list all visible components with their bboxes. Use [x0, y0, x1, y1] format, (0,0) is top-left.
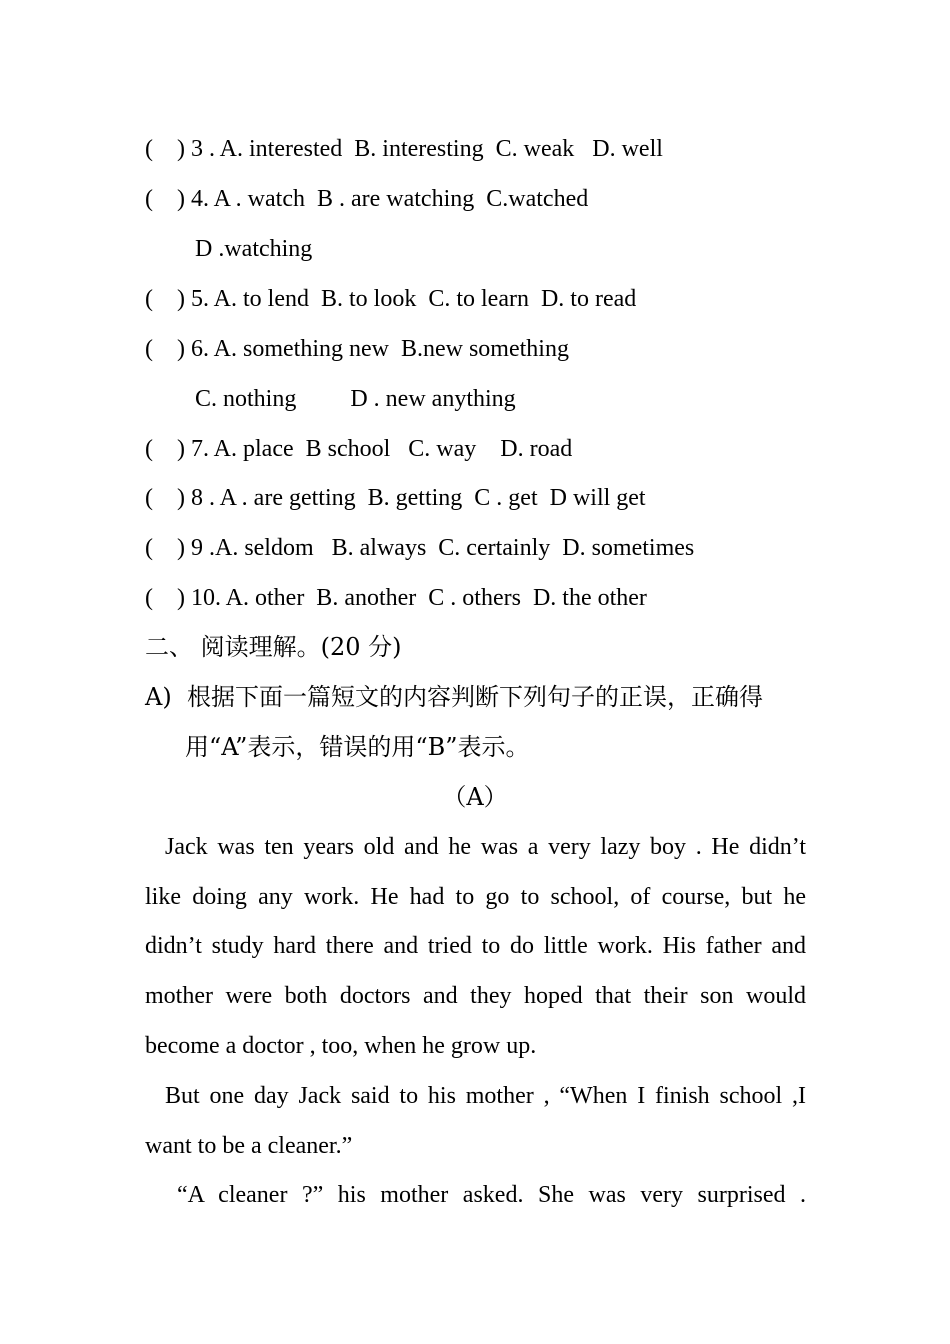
question-6: ( ) 6. A. something new B.new something	[145, 336, 569, 362]
question-4-continued: D .watching	[195, 236, 313, 262]
passage-p2-line-1: But one day Jack said to his mother , “When I finish school ,I	[165, 1083, 806, 1109]
passage-label: （A）	[442, 783, 508, 811]
question-8: ( ) 8 . A . are getting B. getting C . get D will get	[145, 485, 646, 511]
question-7: ( ) 7. A. place B school C. way D. road	[145, 436, 573, 462]
section-heading: 二、 阅读理解。(20 分)	[145, 633, 402, 661]
question-9: ( ) 9 .A. seldom B. always C. certainly D. sometimes	[145, 535, 695, 561]
passage-p1-line-3: didn’t study hard there and tried to do little work. His father and	[145, 933, 806, 959]
passage-p3-line-1: “A cleaner ?” his mother asked. She was very surprised .	[177, 1182, 806, 1208]
question-10: ( ) 10. A. other B. another C . others D. the other	[145, 585, 647, 611]
question-6-continued: C. nothing D . new anything	[195, 386, 516, 412]
passage-p1-line-2: like doing any work. He had to go to school, of course, but he	[145, 884, 806, 910]
passage-p1-line-1: Jack was ten years old and he was a very lazy boy . He didn’t	[165, 834, 806, 860]
question-5: ( ) 5. A. to lend B. to look C. to learn D. to read	[145, 286, 637, 312]
passage-p1-line-5: become a doctor , too, when he grow up.	[145, 1033, 537, 1059]
question-3: ( ) 3 . A. interested B. interesting C. weak D. well	[145, 136, 663, 162]
instruction-line-2: 用“A”表示，错误的用“B”表示。	[185, 733, 530, 761]
instruction-line-1: A) 根据下面一篇短文的内容判断下列句子的正误，正确得	[145, 683, 763, 711]
question-4: ( ) 4. A . watch B . are watching C.watched	[145, 186, 589, 212]
passage-p2-line-2: want to be a cleaner.”	[145, 1133, 353, 1159]
passage-p1-line-4: mother were both doctors and they hoped that their son would	[145, 983, 806, 1009]
